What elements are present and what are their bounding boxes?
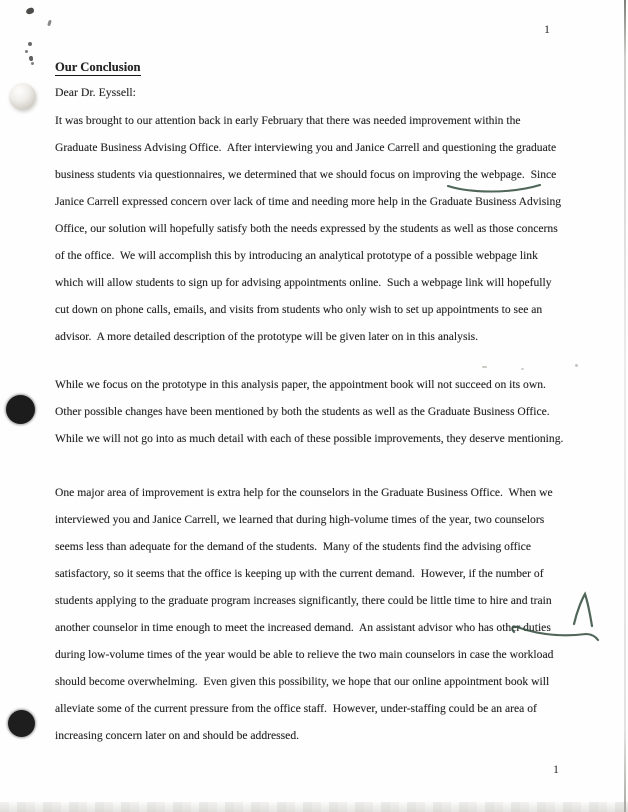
text-line: Other possible changes have been mentioned by both the students as well as the Graduate Business Office. [55, 405, 550, 418]
pen-caret-mark-icon [574, 594, 592, 626]
text-line: While we focus on the prototype in this analysis paper, the appointment book will not succeed on its own. [55, 378, 546, 391]
document-heading: Our Conclusion [55, 60, 141, 74]
text-line: business students via questionnaires, we determined that we should focus on improving the webpage. Since [55, 168, 557, 181]
paragraph-1 [55, 107, 561, 350]
scan-speck [25, 50, 28, 53]
text-line: during low-volume times of the year would be able to relieve the two main counselors in case the workload [55, 648, 554, 661]
punch-hole-dark-1 [6, 395, 35, 424]
text-line: students applying to the graduate program increases significantly, there could be little time to hire and train [55, 594, 552, 607]
text-line: Graduate Business Advising Office. After interviewing you and Janice Carrell and questioning the graduate [55, 141, 557, 154]
scan-dust [575, 364, 578, 367]
paragraph-2 [55, 371, 563, 452]
paragraph-3 [55, 479, 553, 749]
scan-speck [31, 62, 34, 65]
text-line: satisfactory, so it seems that the office is keeping up with the current demand. However, if the number of [55, 567, 544, 580]
salutation: Dear Dr. Eyssell: [55, 85, 136, 99]
text-line: seems less than adequate for the demand of the students. Many of the students find the advising office [55, 540, 531, 553]
text-line: should become overwhelming. Even given this possibility, we hope that our online appointment book will [55, 675, 550, 688]
text-line: While we will not go into as much detail with each of these possible improvements, they deserve mentioning. [55, 432, 564, 445]
page-number-top: 1 [544, 22, 550, 36]
scan-speck [29, 56, 33, 61]
text-line: another counselor in time enough to meet the increased demand. An assistant advisor who has other duties [55, 621, 551, 634]
text-line: Office, our solution will hopefully satisfy both the needs expressed by the students as well as those concerns [55, 222, 558, 235]
text-line: interviewed you and Janice Carrell, we learned that during high-volume times of the year, two counselors [55, 513, 545, 526]
text-line: advisor. A more detailed description of the prototype will be given later on in this analysis. [55, 330, 479, 343]
text-line: alleviate some of the current pressure from the office staff. However, under-staffing could be an area of [55, 702, 537, 715]
punch-hole-dark-2 [8, 710, 35, 737]
text-line: of the office. We will accomplish this by introducing an analytical prototype of a possible webpage link [55, 249, 538, 262]
text-line: increasing concern later on and should be addressed. [55, 729, 300, 742]
text-line: It was brought to our attention back in early February that there was needed improvement within the [55, 114, 521, 127]
scan-speck [25, 7, 34, 15]
scan-edge-right [624, 0, 626, 812]
scan-speck [28, 42, 32, 46]
text-line: cut down on phone calls, emails, and visits from students who only wish to set up appointments to see an [55, 303, 543, 316]
scan-dust [482, 366, 487, 368]
text-line: One major area of improvement is extra help for the counselors in the Graduate Business Office. When we [55, 486, 553, 499]
scan-dust [521, 368, 524, 370]
page-number-bottom: 1 [553, 762, 559, 776]
scan-speck [47, 20, 52, 27]
punch-hole-light [9, 83, 36, 110]
text-line: which will allow students to sign up for advising appointments online. Such a webpage link will hopefully [55, 276, 552, 289]
text-line: Janice Carrell expressed concern over lack of time and needing more help in the Graduate Business Advising [55, 195, 562, 208]
scan-edge-bottom [0, 802, 628, 812]
